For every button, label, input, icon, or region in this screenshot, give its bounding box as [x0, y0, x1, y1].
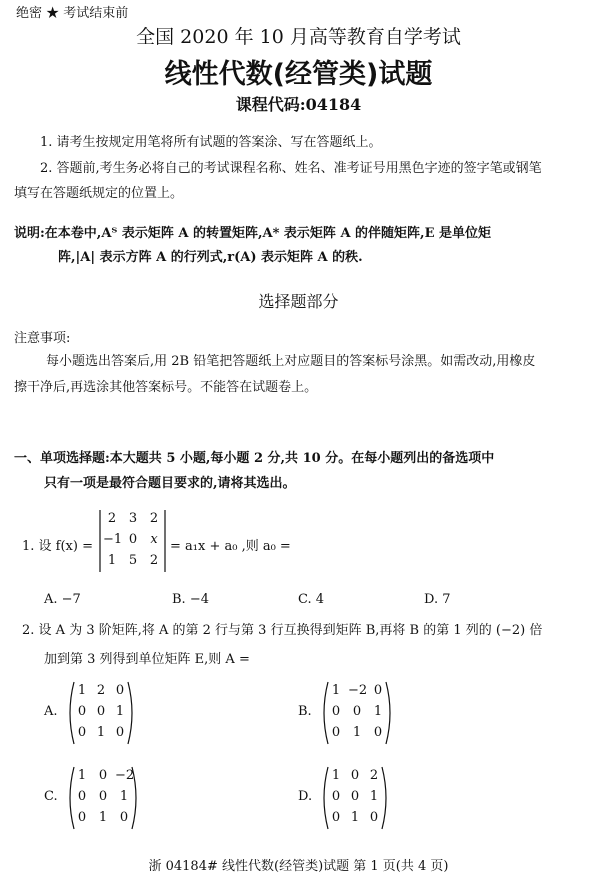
q1-suffix: = a₁x + a₀ ,则 a₀ =: [170, 539, 291, 554]
matrix-cell: 1: [77, 768, 87, 783]
matrix-cell: 1: [96, 725, 106, 740]
matrix-cell: 0: [373, 725, 383, 740]
matrix-cell: 2: [96, 683, 106, 698]
matrix-cell: 0: [77, 789, 87, 804]
matrix-cell: 0: [77, 725, 87, 740]
det-cell: −1: [103, 532, 123, 547]
q1-prefix: 1. 设 f(x) =: [22, 539, 93, 554]
q1-determinant: [98, 508, 168, 574]
matrix-cell: −2: [348, 683, 368, 698]
q1-option-b: B. −4: [172, 592, 209, 607]
q2-option-b-label: B.: [298, 704, 312, 719]
matrix-cell: 0: [331, 789, 341, 804]
instruction-1: 1. 请考生按规定用笔将所有试题的答案涂、写在答题纸上。: [40, 135, 382, 150]
section-title: 选择题部分: [258, 292, 339, 311]
matrix-cell: 1: [331, 683, 341, 698]
q2-option-b-matrix: [320, 680, 394, 746]
q2-option-a-matrix: [66, 680, 136, 746]
matrix-cell: 0: [331, 704, 341, 719]
matrix-cell: 1: [369, 789, 379, 804]
q1-option-d: D. 7: [424, 592, 451, 607]
exam-title: 全国 2020 年 10 月高等教育自学考试: [136, 26, 461, 48]
matrix-cell: 0: [119, 810, 129, 825]
part1-line-1: 一、单项选择题:本大题共 5 小题,每小题 2 分,共 10 分。在每小题列出的备选项中: [14, 451, 495, 466]
subject-title: 线性代数(经管类)试题: [164, 59, 433, 90]
matrix-cell: 1: [98, 810, 108, 825]
matrix-cell: 0: [369, 810, 379, 825]
course-code: 课程代码:04184: [235, 95, 362, 114]
confidential-label: 绝密 ★ 考试结束前: [16, 6, 129, 21]
matrix-cell: 2: [369, 768, 379, 783]
q2-line-1: 2. 设 A 为 3 阶矩阵,将 A 的第 2 行与第 3 行互换得到矩阵 B,再将 B 的第 1 列的 (−2) 倍: [22, 623, 543, 638]
q1-option-c: C. 4: [298, 592, 325, 607]
notice-heading: 注意事项:: [14, 331, 71, 346]
q1-option-a: A. −7: [44, 592, 81, 607]
q2-option-d-label: D.: [298, 789, 313, 804]
matrix-cell: 0: [115, 683, 125, 698]
instruction-2: 2. 答题前,考生务必将自己的考试课程名称、姓名、准考证号用黑色字迹的签字笔或钢笔: [40, 161, 542, 176]
matrix-cell: 1: [77, 683, 87, 698]
matrix-cell: 0: [350, 768, 360, 783]
matrix-cell: −2: [115, 768, 135, 783]
notice-line-1: 每小题选出答案后,用 2B 铅笔把答题纸上对应题目的答案标号涂黑。如需改动,用橡皮: [46, 354, 536, 369]
part1-line-2: 只有一项是最符合题目要求的,请将其选出。: [44, 476, 296, 491]
matrix-cell: 0: [98, 789, 108, 804]
matrix-cell: 0: [98, 768, 108, 783]
note-line-1: 说明:在本卷中,Aᵀ 表示矩阵 A 的转置矩阵,A* 表示矩阵 A 的伴随矩阵,E 是单位矩: [14, 226, 492, 241]
matrix-cell: 0: [77, 810, 87, 825]
det-cell: 1: [107, 553, 117, 568]
det-cell: x: [150, 532, 158, 547]
notice-line-2: 擦干净后,再选涂其他答案标号。不能答在试题卷上。: [14, 380, 318, 395]
matrix-cell: 0: [331, 810, 341, 825]
det-cell: 5: [128, 553, 138, 568]
det-cell: 2: [149, 553, 159, 568]
det-cell: 0: [128, 532, 138, 547]
matrix-cell: 0: [96, 704, 106, 719]
q2-option-c-matrix: [66, 765, 140, 831]
matrix-cell: 1: [350, 810, 360, 825]
q2-option-d-matrix: [320, 765, 390, 831]
q2-option-c-label: C.: [44, 789, 58, 804]
det-cell: 2: [149, 511, 159, 526]
matrix-cell: 0: [331, 725, 341, 740]
matrix-cell: 1: [352, 725, 362, 740]
q2-option-a-label: A.: [44, 704, 58, 719]
matrix-cell: 1: [331, 768, 341, 783]
matrix-cell: 1: [115, 704, 125, 719]
det-cell: 2: [107, 511, 117, 526]
matrix-cell: 0: [373, 683, 383, 698]
det-cell: 3: [128, 511, 138, 526]
instruction-2-cont: 填写在答题纸规定的位置上。: [14, 186, 184, 201]
matrix-cell: 0: [115, 725, 125, 740]
matrix-cell: 1: [373, 704, 383, 719]
matrix-cell: 0: [352, 704, 362, 719]
note-line-2: 阵,|A| 表示方阵 A 的行列式,r(A) 表示矩阵 A 的秩.: [58, 250, 363, 265]
matrix-cell: 0: [77, 704, 87, 719]
page-footer: 浙 04184# 线性代数(经管类)试题 第 1 页(共 4 页): [148, 859, 449, 874]
matrix-cell: 1: [119, 789, 129, 804]
matrix-cell: 0: [350, 789, 360, 804]
q2-line-2: 加到第 3 列得到单位矩阵 E,则 A =: [44, 652, 250, 667]
